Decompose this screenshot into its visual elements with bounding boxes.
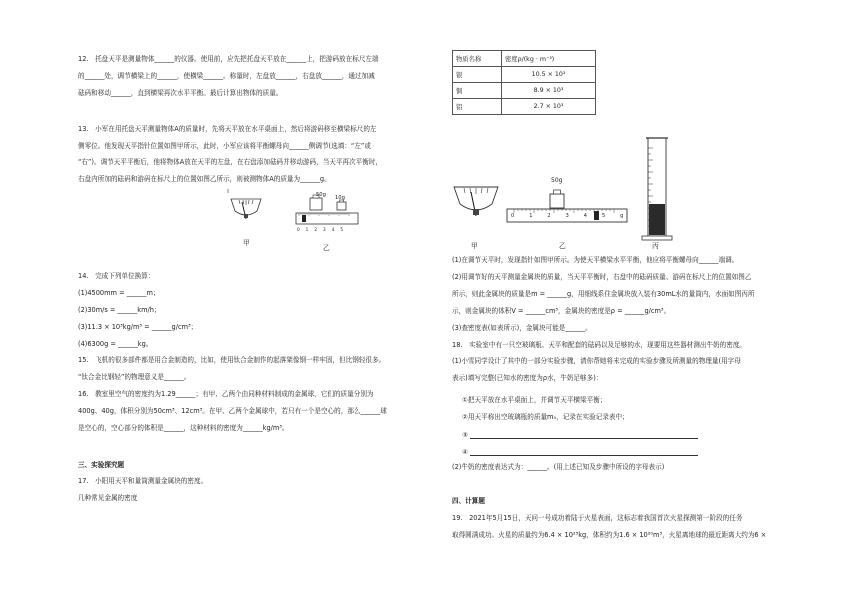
- q16-line-1: 16. 教室里空气的密度约为1.29______；有甲、乙两个由同种材料制成的金属球，它们的质量分别为: [78, 390, 374, 398]
- q13-ruler-ticks: 012345: [297, 227, 350, 232]
- q15-line-1: 15. 飞机的很多部件都是用合金制造的，比如，使用钛合金制作的起落架像钢一样牢固，但比钢轻很多。: [78, 356, 386, 364]
- q17-ruler-ticks: 012345g: [511, 213, 639, 219]
- q13-line-3: “右”)。调节天平平衡后，他将物体A放在天平的左盘，在右盘添加砝码并移动游码，当天平再次平衡时，: [78, 158, 383, 166]
- scale-ruler: [296, 213, 358, 224]
- q19-line-2: 取得圆满成功。火星的质量约为6.4 × 10²³kg，体积约为1.6 × 10²⁰m³，火星离地球的最近距离大约为6 ×: [452, 531, 767, 539]
- density-table: [452, 50, 596, 115]
- q18-step-4-answer-line: [470, 455, 698, 456]
- table-cell: 银: [453, 67, 502, 83]
- q16-line-2: 400g、40g，体积分别为50cm³、12cm³。在甲、乙两个金属球中，若只有一个是空心的，那么______球: [78, 407, 387, 415]
- q14-line-2: (1)4500mm = ______m；: [78, 289, 160, 297]
- table-row: [453, 99, 596, 115]
- q13-caption-yi: 乙: [323, 244, 330, 252]
- q18-step-1: ①把天平放在水平桌面上，并调节天平横梁平衡；: [462, 396, 607, 404]
- table-cell: 铝: [453, 99, 502, 115]
- table-cell: 铜: [453, 83, 502, 99]
- q16-line-3: 是空心的，空心部分的体积是______，这种材料的密度为______kg/m³。: [78, 424, 289, 432]
- q18-line-1: 18. 实验室中有一只空玻璃瓶、天平和配套的砝码以及足够的水，现要用这些器材测出牛奶的密度。: [452, 341, 747, 349]
- q17-caption-bing: 丙: [652, 242, 659, 250]
- q17-part2-line-1: (2)用调节好的天平测量金属块的质量，当天平平衡时，右盘中的砝码质量、游码在标尺上的位置如图乙: [452, 273, 752, 281]
- weight-50g-figure: [550, 190, 564, 208]
- q17-caption-yi: 乙: [559, 242, 566, 250]
- q17-figure: [452, 130, 682, 250]
- table-cell: 10.5 × 10³: [502, 67, 596, 83]
- q18-step-3: ③: [462, 431, 468, 439]
- section-3-heading: 三、实验探究题: [78, 461, 125, 469]
- q15-line-2: “钛合金比钢轻”的物理意义是______。: [78, 373, 191, 381]
- q13-caption-jia: 甲: [243, 239, 250, 247]
- table-cell: 8.9 × 10³: [502, 83, 596, 99]
- q12-line-2: 的______处，调节横梁上的______，使横梁______。称量时，左盘放______，右盘放______，通过加减: [78, 72, 375, 80]
- q17-caption-jia: 甲: [471, 242, 478, 250]
- table-row: [453, 67, 596, 83]
- q18-line-2: (1)小雪同学设计了其中的一部分实验步骤，请你帮她将未完成的实验步骤及所测量的物理量(用字母: [452, 357, 741, 365]
- q17-part1: (1)在调节天平时，发现指针如图甲所示。为使天平横梁水平平衡，他应将平衡螺母向______端调。: [452, 256, 739, 264]
- q17-line-1: 17. 小阳用天平和量筒测量金属块的密度。: [78, 477, 208, 485]
- table-header-row: [453, 51, 596, 67]
- measuring-cylinder: [642, 138, 672, 240]
- q17-weight-50g-label: 50g: [551, 177, 563, 184]
- table-row: [453, 83, 596, 99]
- q17-line-2: 几种常见金属的密度: [78, 494, 138, 502]
- q14-line-4: (3)11.3 × 10³kg/m³ = ______g/cm³；: [78, 323, 198, 331]
- pointer-dial-figure: [454, 187, 498, 216]
- table-header-cell: 密度ρ/(kg · m⁻³): [502, 51, 596, 67]
- section-4-heading: 四、计算题: [452, 497, 485, 505]
- q19-line-1: 19. 2021年5月15日，天问一号成功着陆于火星表面，这标志着我国首次火星探测第一阶段的任务: [452, 514, 743, 522]
- q13-weight-50g-label: 50g: [316, 192, 326, 198]
- q13-line-2: 侧零位。他发现天平指针位置如图甲所示，此时，小军应该将平衡螺母向______侧调节(选填：“左”或: [78, 142, 371, 150]
- q17-part2-line-3: 示，则金属块的体积V = ______cm³，金属块的密度是ρ = ______g/cm³。: [452, 307, 671, 315]
- q12-line-1: 12. 托盘天平是测量物体______的仪器。使用前，应先把托盘天平放在______上，把游码放在标尺左端: [78, 55, 379, 63]
- pointer-dial-figure: [231, 199, 261, 219]
- q17-part2-line-2: 所示，则此金属块的质量是m = ______g，用细线系住金属块放入装有30mL水的量筒内，水面如图丙所: [452, 290, 755, 298]
- q14-line-5: (4)6300g = ______kg。: [78, 340, 153, 348]
- q18-line-3: 表示)填写完整(已知水的密度为ρ水，牛奶足够多)：: [452, 374, 603, 382]
- table-header-cell: 物质名称: [453, 51, 502, 67]
- q14-line-1: 14. 完成下列单位换算：: [78, 272, 155, 280]
- q13-line-4: 右盘内所加的砝码和游码在标尺上的位置如图乙所示，则被测物体A的质量为______g。: [78, 175, 331, 183]
- q18-part2: (2)牛奶的密度表达式为：______。(用上述已知及步骤中所设的字母表示): [452, 463, 665, 471]
- q18-step-2: ②用天平称出空玻璃瓶的质量m₀，记录在实验记录表中；: [462, 413, 629, 421]
- q14-line-3: (2)30m/s = ______km/h；: [78, 306, 161, 314]
- q13-weight-10g-label: 10g: [335, 195, 345, 201]
- q17-part3: (3)查密度表(如表所示)，金属块可能是______。: [452, 324, 592, 332]
- q18-step-3-answer-line: [470, 438, 698, 439]
- q18-step-4: ④: [462, 448, 468, 456]
- q12-line-3: 砝码和移动______，直到横梁再次水平平衡。最后计算出物体的质量。: [78, 89, 283, 97]
- table-cell: 2.7 × 10³: [502, 99, 596, 115]
- q13-line-1: 13. 小军在用托盘天平测量物体A的质量时，先将天平放在水平桌面上，然后将游码移至横梁标尺的左: [78, 125, 377, 133]
